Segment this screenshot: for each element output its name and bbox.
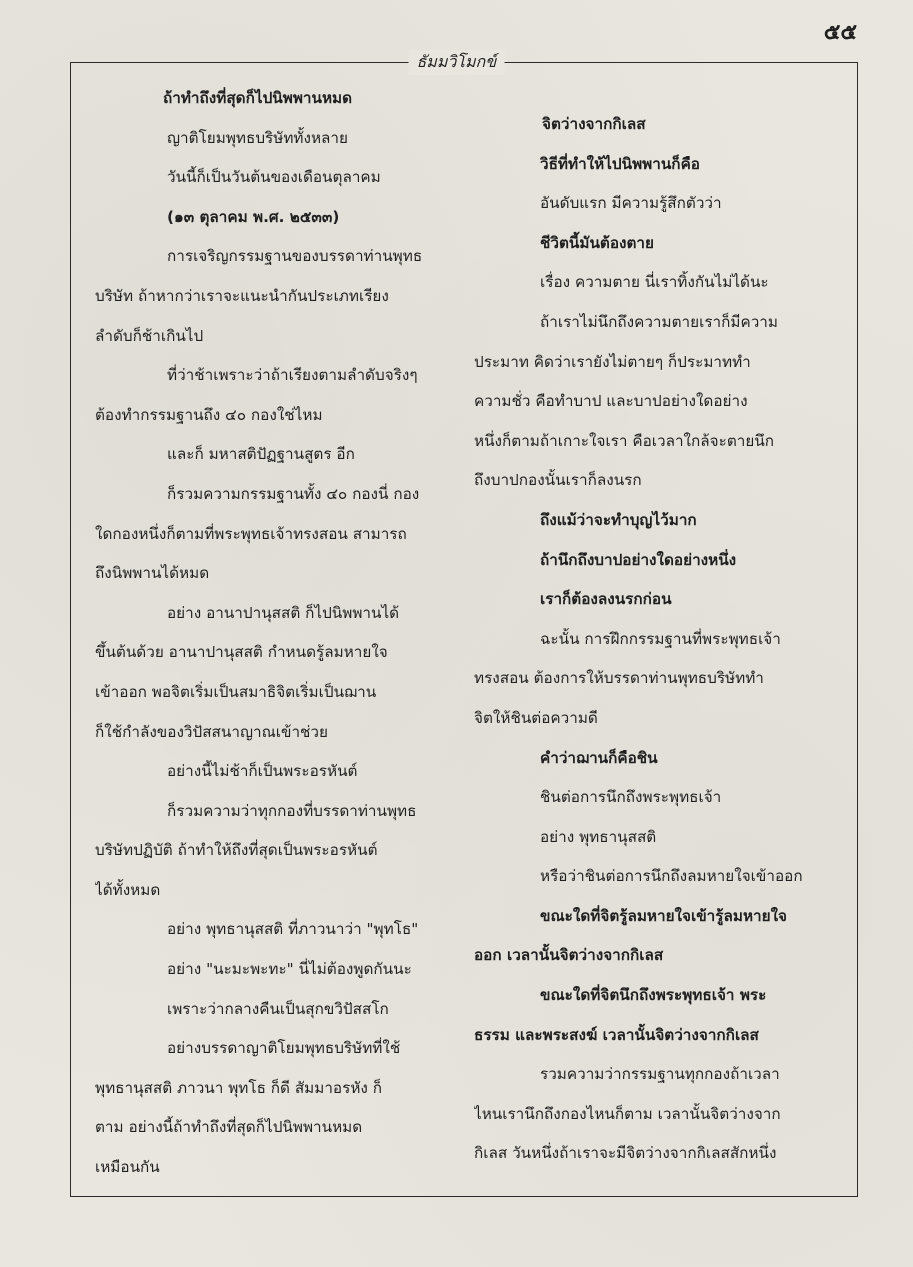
text-line: กิเลส วันหนึ่งถ้าเราจะมีจิตว่างจากกิเลสสักหนึ่ง (474, 1144, 777, 1163)
text-line: จิตให้ชินต่อความดี (474, 708, 598, 727)
text-line: (๑๓ ตุลาคม พ.ศ. ๒๕๓๓) (167, 207, 340, 226)
text-line: เรื่อง ความตาย นี่เราทิ้งกันไม่ได้นะ (540, 273, 769, 292)
text-line: ญาติโยมพุทธบริษัททั้งหลาย (167, 128, 348, 147)
text-line: อย่าง พุทธานุสสติ ที่ภาวนาว่า "พุทโธ" (167, 920, 419, 939)
text-line: วิธีที่ทำให้ไปนิพพานก็คือ (540, 154, 700, 173)
content-frame (70, 52, 858, 1197)
text-line: เหมือนกัน (95, 1158, 160, 1177)
text-line: ถึงนิพพานได้หมด (95, 564, 210, 583)
text-line: ทรงสอน ต้องการให้บรรดาท่านพุทธบริษัททำ (474, 669, 764, 688)
text-line: ชีวิตนี้มันต้องตาย (540, 233, 654, 252)
text-line: อย่างนี้ไม่ช้าก็เป็นพระอรหันต์ (167, 762, 358, 781)
text-line: เพราะว่ากลางคืนเป็นสุกขวิปัสสโก (167, 999, 389, 1018)
text-line: พุทธานุสสติ ภาวนา พุทโธ ก็ดี สัมมาอรหัง ก็ (95, 1078, 383, 1097)
text-line: บริษัท ถ้าหากว่าเราจะแนะนำกันประเภทเรียง (95, 286, 389, 305)
text-line: เข้าออก พอจิตเริ่มเป็นสมาธิจิตเริ่มเป็นฌาน (95, 682, 377, 701)
text-line: ต้องทำกรรมฐานถึง ๔๐ กองใช่ไหม (95, 405, 323, 424)
text-line: คำว่าฌานก็คือชิน (540, 748, 658, 767)
text-line: ตาม อย่างนี้ถ้าทำถึงที่สุดก็ไปนิพพานหมด (95, 1118, 363, 1137)
text-line: อย่าง อานาปานุสสติ ก็ไปนิพพานได้ (167, 603, 400, 622)
text-line: ที่ว่าช้าเพราะว่าถ้าเรียงตามลำดับจริงๆ (167, 366, 418, 385)
text-line: อย่าง "นะมะพะทะ" นี่ไม่ต้องพูดกันนะ (167, 960, 412, 979)
text-line: ก็ใช้กำลังของวิปัสสนาญาณเข้าช่วย (95, 722, 328, 741)
text-line: ความชั่ว คือทำบาป และบาปอย่างใดอย่าง (474, 392, 748, 411)
running-header-title: ธัมมวิโมกข์ (409, 50, 505, 75)
text-line: บริษัทปฏิบัติ ถ้าทำให้ถึงที่สุดเป็นพระอรหันต์ (95, 841, 378, 860)
text-line: หรือว่าชินต่อการนึกถึงลมหายใจเข้าออก (540, 867, 803, 886)
text-line: ชินต่อการนึกถึงพระพุทธเจ้า (540, 788, 722, 807)
text-line: ถึงแม้ว่าจะทำบุญไว้มาก (540, 510, 697, 529)
text-line: ขณะใดที่จิตนึกถึงพระพุทธเจ้า พระ (540, 986, 767, 1005)
text-line: การเจริญกรรมฐานของบรรดาท่านพุทธ (167, 247, 423, 266)
text-line: ขึ้นต้นด้วย อานาปานุสสติ กำหนดรู้ลมหายใจ (95, 643, 388, 662)
text-line: ขณะใดที่จิตรู้ลมหายใจเข้ารู้ลมหายใจ (540, 906, 788, 925)
text-line: อย่าง พุทธานุสสติ (540, 827, 657, 846)
text-line: ประมาท คิดว่าเรายังไม่ตายๆ ก็ประมาททำ (474, 352, 751, 371)
text-line: หนึ่งก็ตามถ้าเกาะใจเรา คือเวลาใกล้จะตายนึก (474, 431, 775, 450)
text-line: ก็รวมความว่าทุกกองที่บรรดาท่านพุทธ (167, 801, 417, 820)
text-line: ธรรม และพระสงฆ์ เวลานั้นจิตว่างจากกิเลส (474, 1025, 759, 1044)
text-line: รวมความว่ากรรมฐานทุกกองถ้าเวลา (540, 1065, 780, 1084)
text-line: และก็ มหาสติปัฏฐานสูตร อีก (167, 445, 355, 464)
text-line: ถ้านึกถึงบาปอย่างใดอย่างหนึ่ง (540, 550, 737, 569)
text-line: ก็รวมความกรรมฐานทั้ง ๔๐ กองนี่ กอง (167, 484, 420, 503)
text-line: ถึงบาปกองนั้นเราก็ลงนรก (474, 471, 642, 490)
text-line: อย่างบรรดาญาติโยมพุทธบริษัทที่ใช้ (167, 1039, 401, 1058)
right-text-column (474, 105, 832, 1174)
text-line: ใดกองหนึ่งก็ตามที่พระพุทธเจ้าทรงสอน สามารถ (95, 524, 407, 543)
text-line: ถ้าทำถึงที่สุดก็ไปนิพพานหมด (163, 89, 353, 107)
text-line: ลำดับก็ช้าเกินไป (95, 326, 204, 345)
text-line: ถ้าเราไม่นึกถึงความตายเราก็มีความ (540, 312, 778, 331)
text-line: ออก เวลานั้นจิตว่างจากกิเลส (474, 946, 664, 965)
text-line: อันดับแรก มีความรู้สึกตัวว่า (540, 194, 722, 213)
text-line: เราก็ต้องลงนรกก่อน (540, 590, 672, 609)
text-line: ได้ทั้งหมด (95, 880, 161, 899)
text-line: ฉะนั้น การฝึกกรรมฐานที่พระพุทธเจ้า (540, 629, 781, 648)
text-line: จิตว่างจากกิเลส (542, 115, 646, 133)
text-line: ไหนเรานึกถึงกองไหนก็ตาม เวลานั้นจิตว่างจาก (474, 1104, 781, 1123)
text-line: วันนี้ก็เป็นวันต้นของเดือนตุลาคม (167, 168, 381, 187)
page-number: ๕๕ (823, 19, 857, 45)
left-text-column (95, 79, 453, 1188)
